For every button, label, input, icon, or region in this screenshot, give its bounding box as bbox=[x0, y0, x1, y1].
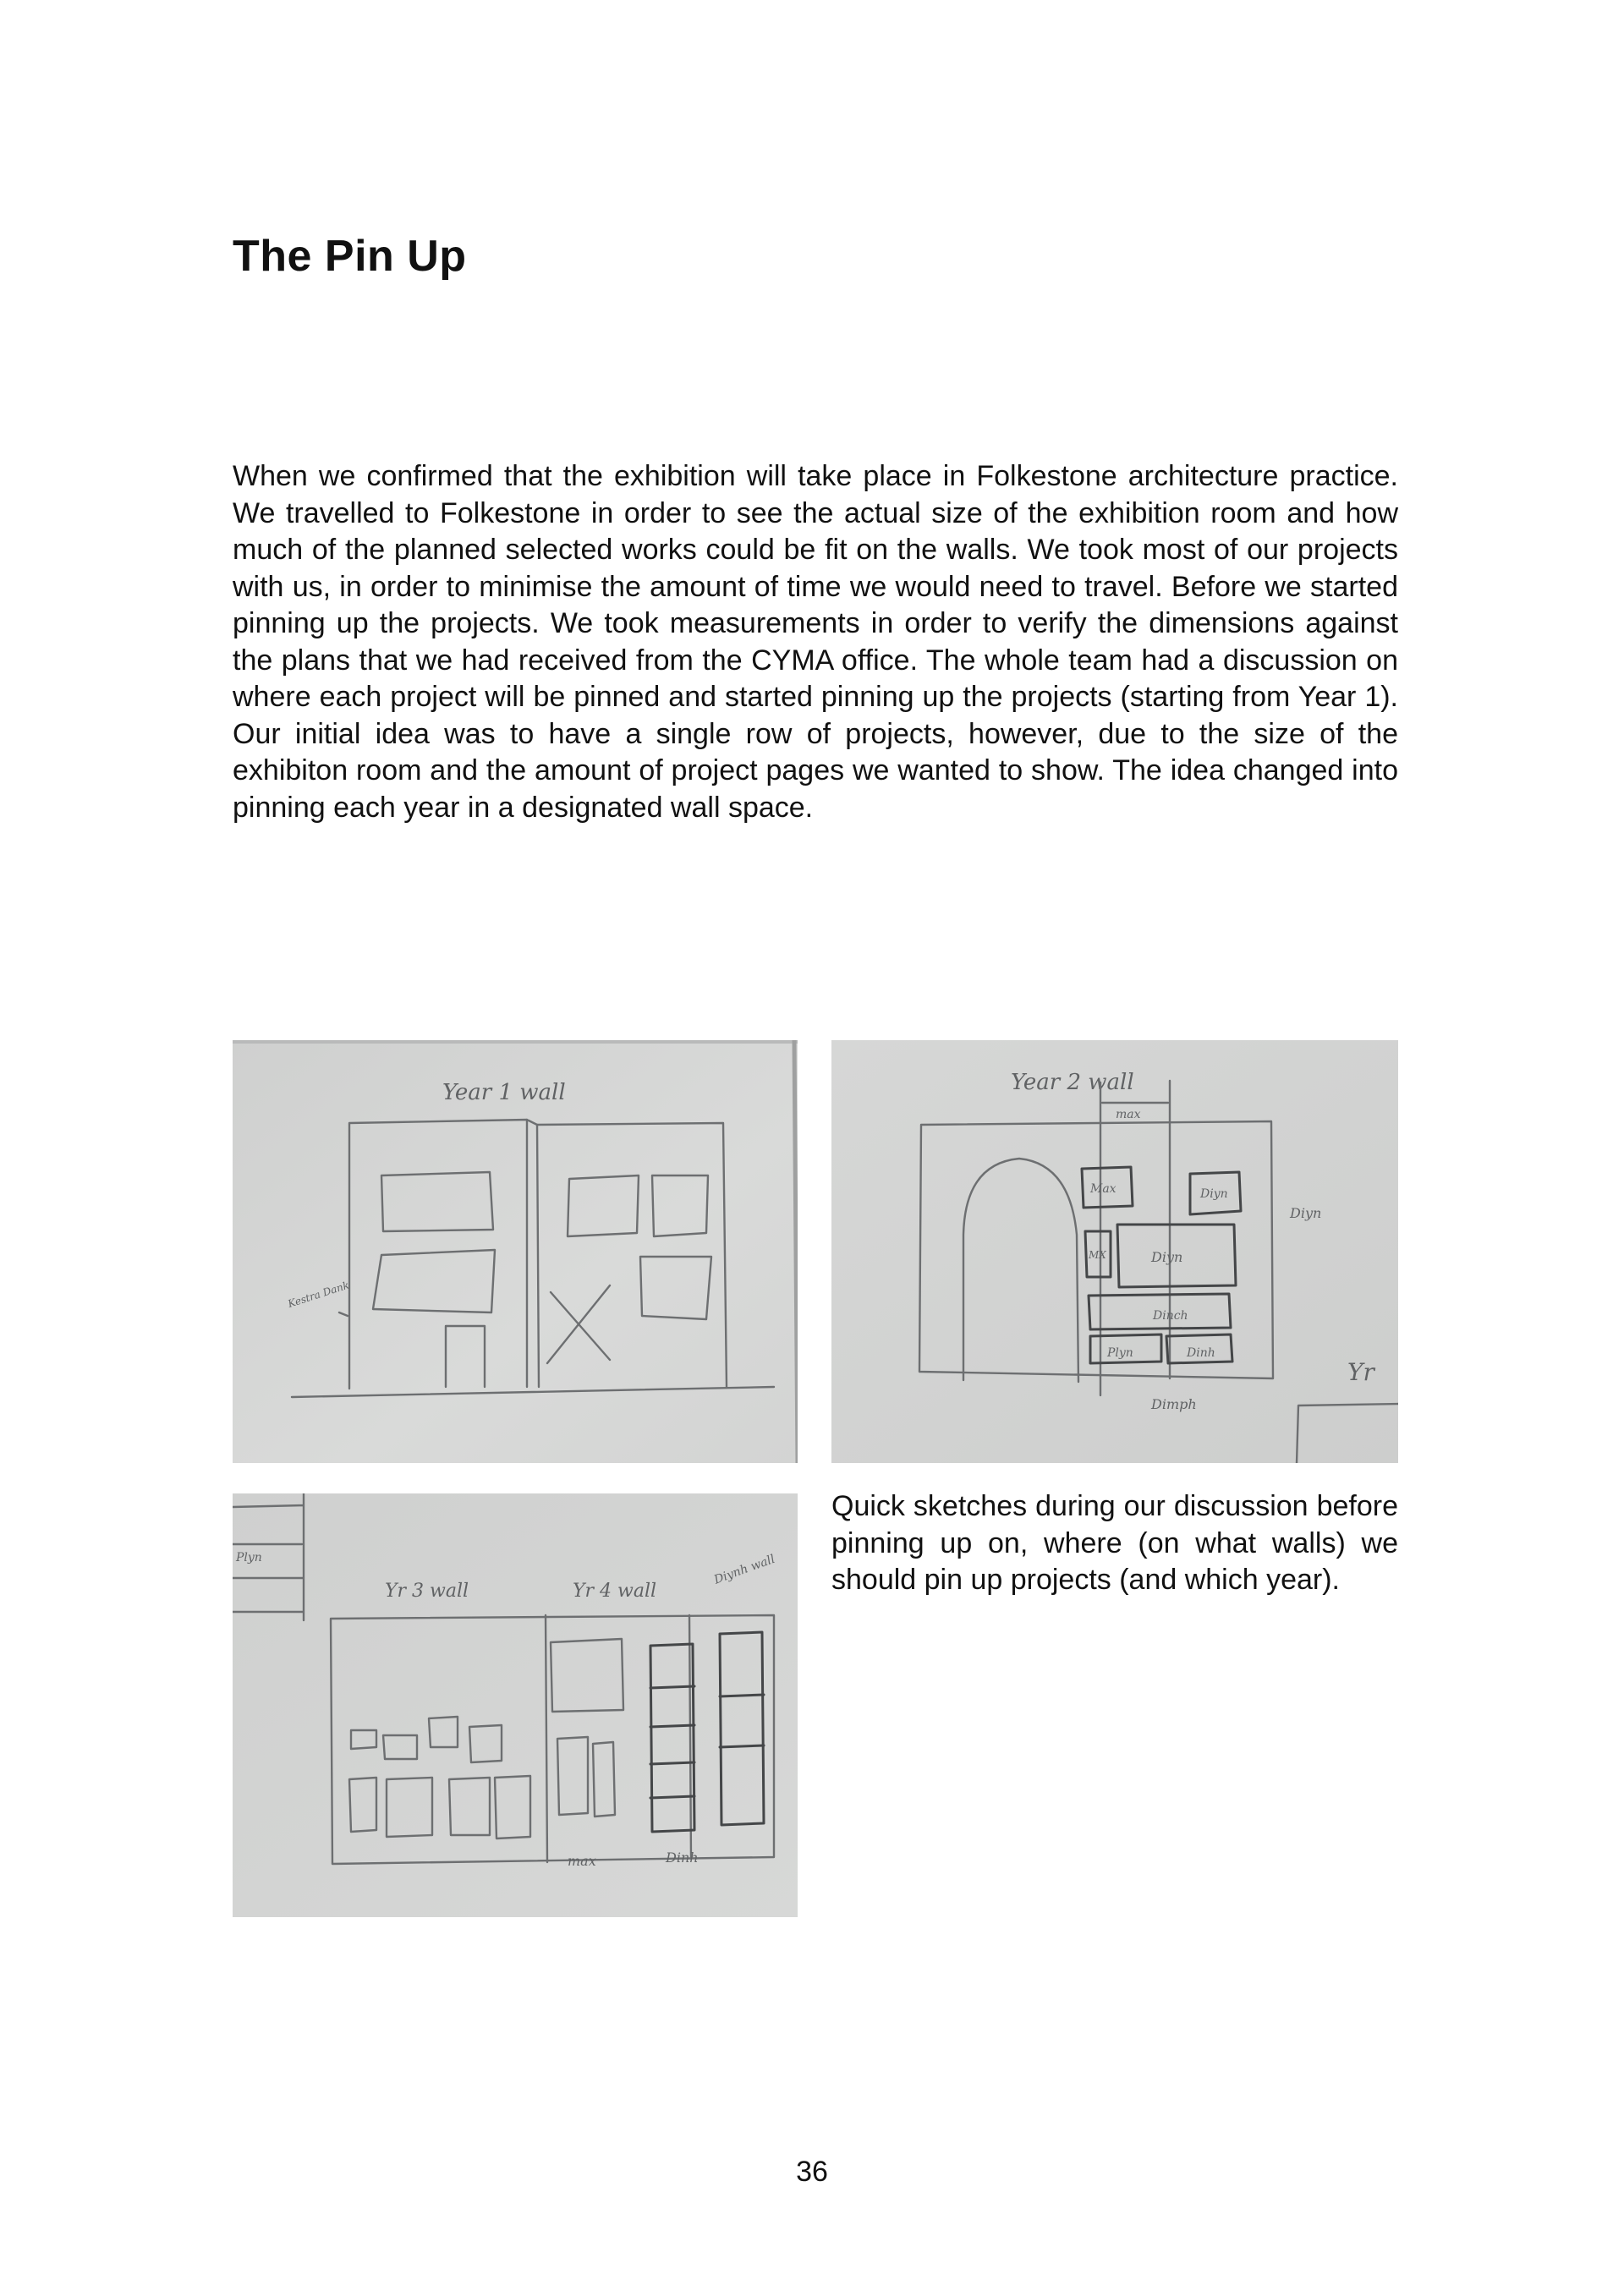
sketch-2-label: Diyn bbox=[1290, 1205, 1322, 1221]
sketch-photo-year-2-wall bbox=[831, 1040, 1398, 1463]
sketch-3-heading-wall: Diynh wall bbox=[712, 1552, 777, 1587]
body-paragraph: When we confirmed that the exhibition will take place in Folkestone architecture practice. We travelled to Folkestone in order to see the actual size of the exhibition room and how much of the planned selected works could be fit on the walls. We took most of our projects with us, in order to minimise the amount of time we would need to travel. Before we started pinning up the projects. We took measurements in order to verify the dimensions against the plans that we had received from the CYMA office. The whole team had a discussion on where each project will be pinned and started pinning up the projects (starting from Year 1). Our initial idea was to have a single row of projects, however, due to the size of the exhibiton room and the amount of project pages we wanted to show. The idea changed into pinning each year in a designated wall space. bbox=[233, 460, 1398, 824]
sketch-3-label: Dinh bbox=[666, 1849, 699, 1866]
sketch-2-label: Plyn bbox=[1107, 1346, 1133, 1360]
page-title: The Pin Up bbox=[233, 232, 467, 281]
sketch-1-side-note: Kestra Dank bbox=[286, 1279, 351, 1311]
sketch-photo-year-3-4-walls bbox=[233, 1493, 798, 1917]
sketch-3-heading-yr4: Yr 4 wall bbox=[573, 1581, 657, 1602]
sketch-2-label: max bbox=[1116, 1108, 1141, 1121]
sketch-2-label: Yr bbox=[1347, 1358, 1374, 1386]
sketch-1-heading: Year 1 wall bbox=[442, 1080, 566, 1105]
sketch-3-label: Plyn bbox=[236, 1551, 262, 1564]
sketch-3-label: max bbox=[568, 1853, 596, 1869]
sketch-2-label: Diyn bbox=[1151, 1249, 1183, 1265]
sketch-2-label: Dimph bbox=[1151, 1396, 1197, 1412]
sketch-3-heading-yr3: Yr 3 wall bbox=[385, 1581, 469, 1602]
sketch-2-label: Max bbox=[1090, 1182, 1116, 1196]
sketch-caption: Quick sketches during our discussion before pinning up on, where (on what walls) we should pin up projects (and which year). bbox=[831, 1490, 1398, 1596]
sketch-2-label: Dinch bbox=[1153, 1309, 1188, 1323]
sketch-2-label: Diyn bbox=[1200, 1187, 1228, 1201]
page-number: 36 bbox=[796, 2156, 828, 2188]
sketch-2-label: Dinh bbox=[1187, 1346, 1215, 1360]
sketch-photo-year-1-wall bbox=[233, 1040, 798, 1463]
sketch-2-heading: Year 2 wall bbox=[1011, 1070, 1134, 1095]
sketch-2-label: MX bbox=[1089, 1249, 1106, 1261]
